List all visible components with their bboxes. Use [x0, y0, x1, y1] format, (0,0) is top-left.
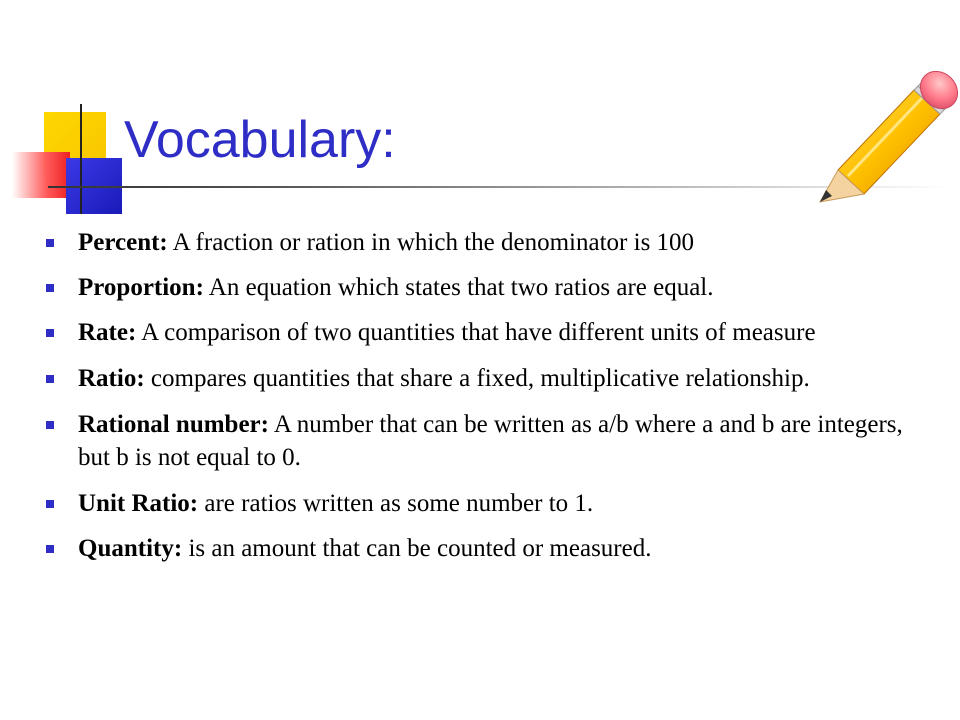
- term-definition: A number that can be written as a/b where a and b are integers, but b is not equal to 0.: [78, 411, 903, 471]
- term-definition: A fraction or ration in which the denominator is 100: [167, 229, 695, 256]
- term-label: Rational number:: [78, 411, 269, 438]
- bullet-icon: [46, 421, 54, 429]
- bullet-icon: [46, 239, 54, 247]
- bullet-icon: [46, 284, 54, 292]
- bullet-icon: [46, 545, 54, 553]
- term-label: Unit Ratio:: [78, 490, 199, 517]
- list-item: [46, 226, 926, 259]
- bullet-icon: [46, 500, 54, 508]
- term-definition: compares quantities that share a fixed, multiplicative relationship.: [144, 365, 810, 392]
- list-item: [46, 316, 926, 349]
- term-definition: An equation which states that two ratios are equal.: [203, 274, 714, 301]
- term-label: Ratio:: [78, 365, 145, 392]
- pencil-icon: [808, 66, 958, 206]
- list-item: [46, 271, 926, 304]
- vocabulary-list: [46, 226, 926, 577]
- slide-title: Vocabulary:: [124, 111, 396, 169]
- decorative-vertical-line: [80, 104, 82, 214]
- term-definition: A comparison of two quantities that have different units of measure: [136, 319, 816, 346]
- term-label: Rate:: [78, 319, 137, 346]
- list-item: [46, 487, 926, 520]
- list-item: [46, 408, 926, 474]
- list-item: [46, 362, 926, 395]
- term-label: Proportion:: [78, 274, 204, 301]
- term-label: Percent:: [78, 229, 168, 256]
- term-definition: are ratios written as some number to 1.: [198, 490, 594, 517]
- decorative-red-square: [12, 152, 70, 198]
- term-label: Quantity:: [78, 535, 183, 562]
- bullet-icon: [46, 329, 54, 337]
- list-item: [46, 532, 926, 565]
- term-definition: is an amount that can be counted or measured.: [182, 535, 652, 562]
- bullet-icon: [46, 375, 54, 383]
